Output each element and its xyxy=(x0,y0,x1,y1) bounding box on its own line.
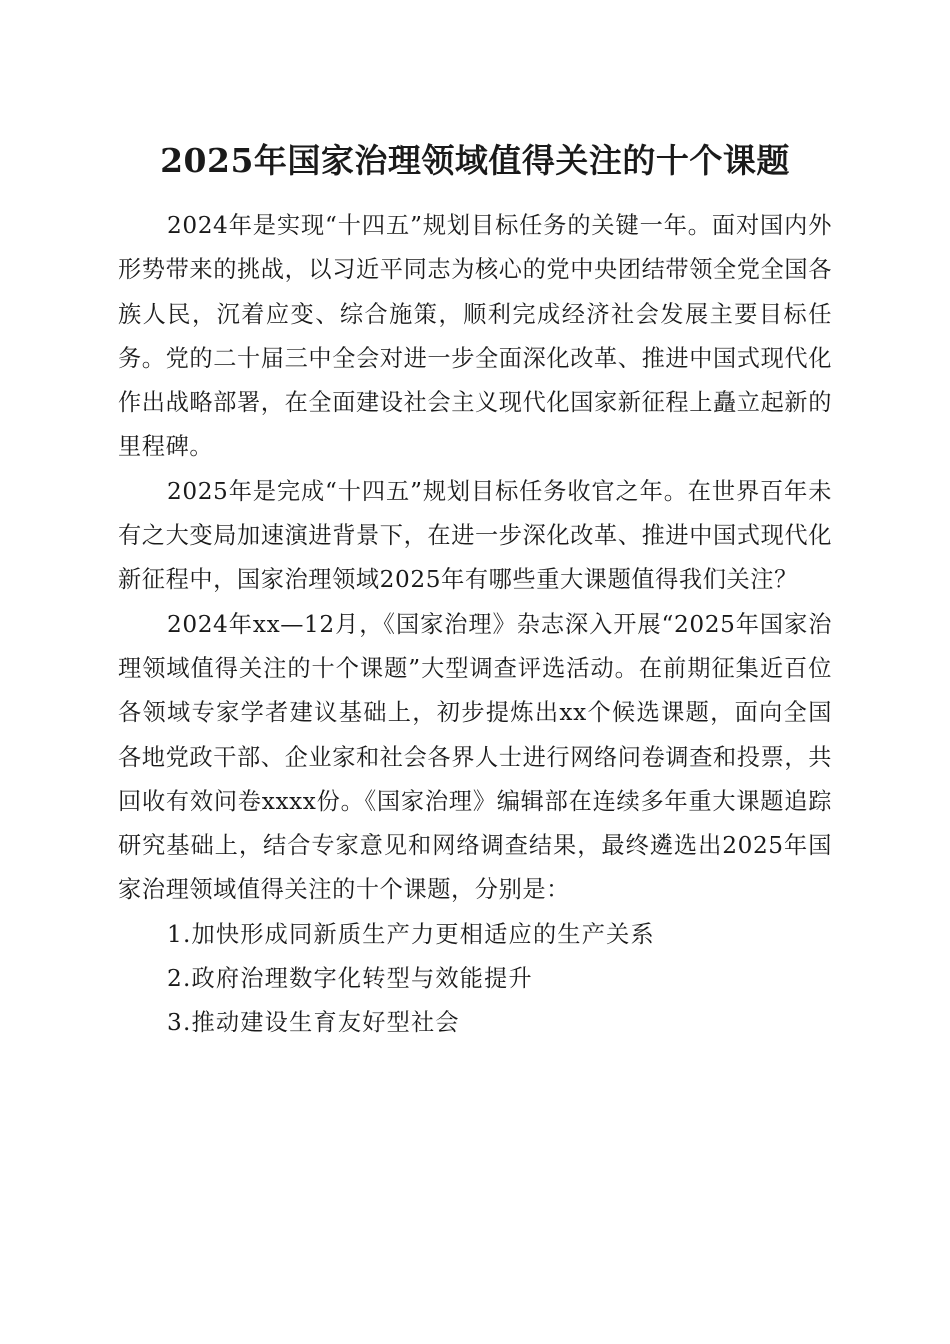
topic-item: 3.推动建设生育友好型社会 xyxy=(167,1009,460,1037)
document-body xyxy=(118,204,832,1046)
paragraph-intro: 2024年是实现“十四五”规划目标任务的关键一年。面对国内外形势带来的挑战，以习近平同志为核心的党中央团结带领全党全国各族人民，沉着应变、综合施策，顺利完成经济社会发展主要目标任务。党的二十届三中全会对进一步全面深化改革、推进中国式现代化作出战略部署，在全面建设社会主义现代化国家新征程上矗立起新的里程碑。 xyxy=(118,212,832,461)
paragraph-survey: 2024年xx—12月，《国家治理》杂志深入开展“2025年国家治理领域值得关注的十个课题”大型调查评选活动。在前期征集近百位各领域专家学者建议基础上，初步提炼出xx个候选课题，面向全国各地党政干部、企业家和社会各界人士进行网络问卷调查和投票，共回收有效问卷xxxx份。《国家治理》编辑部在连续多年重大课题追踪研究基础上，结合专家意见和网络调查结果，最终遴选出2025年国家治理领域值得关注的十个课题，分别是： xyxy=(118,610,832,904)
document-title: 2025年国家治理领域值得关注的十个课题 xyxy=(160,141,790,180)
paragraph-2025-outlook: 2025年是完成“十四五”规划目标任务收官之年。在世界百年未有之大变局加速演进背景下，在进一步深化改革、推进中国式现代化新征程中，国家治理领域2025年有哪些重大课题值得我们关注？ xyxy=(118,477,832,594)
topic-item: 2.政府治理数字化转型与效能提升 xyxy=(167,965,533,993)
topic-item: 1.加快形成同新质生产力更相适应的生产关系 xyxy=(167,920,655,948)
topic-list xyxy=(118,913,832,1046)
